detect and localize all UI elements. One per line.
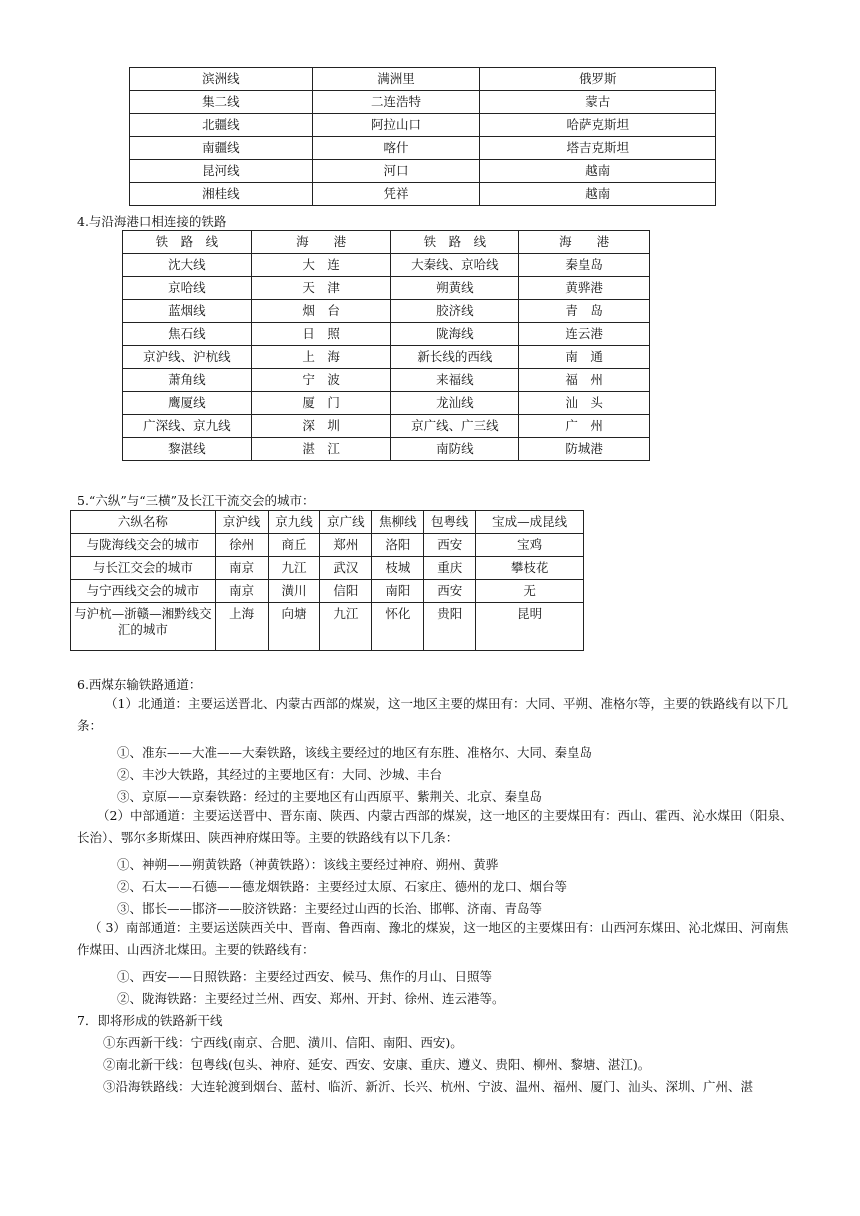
table-row [71,557,584,580]
north-channel-item: ①、准东——大准——大秦铁路，该线主要经过的地区有东胜、准格尔、大同、秦皇岛 [117,745,593,760]
table-cell: 潢川 [268,580,320,603]
table-cell: 蓝烟线 [123,300,252,323]
table-header-cell: 焦柳线 [372,511,424,534]
new-trunk-line-item: ②南北新干线：包粤线(包头、神府、延安、西安、安康、重庆、遵义、贵阳、柳州、黎塘、湛江)。 [103,1057,651,1072]
table-cell: 京哈线 [123,277,252,300]
table-row [130,160,716,183]
table-cell: 河口 [312,160,480,183]
table-cell: 鹰厦线 [123,392,252,415]
table-cell: 福 州 [519,369,650,392]
table-cell: 郑州 [320,534,372,557]
table-cell: 塔吉克斯坦 [480,137,716,160]
table-cell: 与宁西线交会的城市 [71,580,216,603]
table-cell: 烟 台 [251,300,391,323]
table-cell: 宁 波 [251,369,391,392]
table-cell: 湛 江 [251,438,391,461]
table-cell: 哈萨克斯坦 [480,114,716,137]
table-cell: 九江 [320,603,372,651]
table-cell: 萧角线 [123,369,252,392]
north-channel-item: ③、京原——京秦铁路：经过的主要地区有山西原平、紫荆关、北京、秦皇岛 [117,789,543,804]
table-row [123,323,650,346]
table-cell: 胶济线 [391,300,519,323]
table-cell: 北疆线 [130,114,313,137]
table-cell: 上海 [215,603,268,651]
table-cell: 陇海线 [391,323,519,346]
table-cell: 湘桂线 [130,183,313,206]
table-row [130,183,716,206]
table-cell: 九江 [268,557,320,580]
table-cell: 京沪线、沪杭线 [123,346,252,369]
table-cell: 昆河线 [130,160,313,183]
table-cell: 枝城 [372,557,424,580]
table-header-cell: 铁 路 线 [123,231,252,254]
table-cell: 沈大线 [123,254,252,277]
table-header-row [71,511,584,534]
table-row [123,369,650,392]
table-row [130,137,716,160]
table-cell: 防城港 [519,438,650,461]
table-header-cell: 铁 路 线 [391,231,519,254]
section5-title: 5.“六纵”与“三横”及长江干流交会的城市： [77,493,315,508]
table-cell: 龙汕线 [391,392,519,415]
middle-channel-intro: （2）中部通道：主要运送晋中、晋东南、陕西、内蒙古西部的煤炭，这一地区的主要煤田有：西山、霍西、沁水煤田（阳泉、长治）、鄂尔多斯煤田、陕西神府煤田等。主要的铁路线有以下几条： [77,808,793,845]
table-cell: 大 连 [251,254,391,277]
table-cell: 厦 门 [251,392,391,415]
section6-title: 6.西煤东输铁路通道： [77,677,202,692]
table-cell: 天 津 [251,277,391,300]
table-row [123,415,650,438]
table-cell: 青 岛 [519,300,650,323]
table-cell: 信阳 [320,580,372,603]
table-cell: 南京 [215,580,268,603]
middle-channel-item: ③、邯长——邯济——胶济铁路：主要经过山西的长治、邯郸、济南、青岛等 [117,901,543,916]
table-cell: 广深线、京九线 [123,415,252,438]
table-cell: 二连浩特 [312,91,480,114]
table-cell: 喀什 [312,137,480,160]
table-header-row [123,231,650,254]
table-cell: 俄罗斯 [480,68,716,91]
table-row [130,114,716,137]
table-cell: 无 [476,580,584,603]
table-cell: 蒙古 [480,91,716,114]
south-channel-item: ②、陇海铁路：主要经过兰州、西安、郑州、开封、徐州、连云港等。 [117,991,505,1006]
table-cell: 滨洲线 [130,68,313,91]
table-row [123,438,650,461]
table-cell: 满洲里 [312,68,480,91]
table-cell: 重庆 [424,557,476,580]
table-cell: 京广线、广三线 [391,415,519,438]
table-cell: 日 照 [251,323,391,346]
table-header-cell: 京九线 [268,511,320,534]
table-cell: 朔黄线 [391,277,519,300]
table-cell: 与沪杭—浙赣—湘黔线交汇的城市 [71,603,216,651]
table-row [123,300,650,323]
table-cell: 攀枝花 [476,557,584,580]
table-header-cell: 六纵名称 [71,511,216,534]
table-cell: 与长江交会的城市 [71,557,216,580]
table-cell: 新长线的西线 [391,346,519,369]
table-cell: 凭祥 [312,183,480,206]
table-cell: 宝鸡 [476,534,584,557]
coastal-port-railway-table [122,230,650,461]
middle-channel-item: ①、神朔——朔黄铁路（神黄铁路）：该线主要经过神府、朔州、黄骅 [117,857,499,872]
south-channel-item: ①、西安——日照铁路：主要经过西安、候马、焦作的月山、日照等 [117,969,493,984]
table-cell: 越南 [480,160,716,183]
table-cell: 南京 [215,557,268,580]
table-row [71,534,584,557]
intersection-cities-table [70,510,584,651]
south-channel-intro: （ 3）南部通道：主要运送陕西关中、晋南、鲁西南、豫北的煤炭，这一地区的主要煤田有：山西河东煤田、沁北煤田、河南焦作煤田、山西济北煤田。主要的铁路线有： [77,920,789,957]
table-header-cell: 京广线 [320,511,372,534]
table-cell: 集二线 [130,91,313,114]
table-row [123,254,650,277]
table-cell: 焦石线 [123,323,252,346]
table-cell: 昆明 [476,603,584,651]
north-channel-item: ②、丰沙大铁路，其经过的主要地区有：大同、沙城、丰台 [117,767,443,782]
table-cell: 黎湛线 [123,438,252,461]
table-cell: 商丘 [268,534,320,557]
table-header-cell: 京沪线 [215,511,268,534]
border-railway-table [129,67,716,206]
table-cell: 贵阳 [424,603,476,651]
table-row [71,580,584,603]
table-cell: 南疆线 [130,137,313,160]
table-header-cell: 宝成—成昆线 [476,511,584,534]
table-cell: 向塘 [268,603,320,651]
table-cell: 秦皇岛 [519,254,650,277]
north-channel-intro: （1）北通道：主要运送晋北、内蒙古西部的煤炭，这一地区主要的煤田有：大同、平朔、准格尔等，主要的铁路线有以下几条： [77,696,788,733]
table-cell: 上 海 [251,346,391,369]
table-cell: 与陇海线交会的城市 [71,534,216,557]
section4-title: 4.与沿海港口相连接的铁路 [77,214,227,229]
table-cell: 洛阳 [372,534,424,557]
table-cell: 南 通 [519,346,650,369]
table-cell: 大秦线、京哈线 [391,254,519,277]
table-cell: 汕 头 [519,392,650,415]
table-cell: 越南 [480,183,716,206]
table-cell: 西安 [424,580,476,603]
table-cell: 徐州 [215,534,268,557]
table-row [130,68,716,91]
table-header-cell: 海 港 [519,231,650,254]
table-header-cell: 包粤线 [424,511,476,534]
table-cell: 广 州 [519,415,650,438]
table-cell: 来福线 [391,369,519,392]
table-cell: 黄骅港 [519,277,650,300]
table-row [123,277,650,300]
table-row [130,91,716,114]
middle-channel-item: ②、石太——石德——德龙烟铁路：主要经过太原、石家庄、德州的龙口、烟台等 [117,879,568,894]
table-cell: 阿拉山口 [312,114,480,137]
table-header-cell: 海 港 [251,231,391,254]
table-cell: 武汉 [320,557,372,580]
table-cell: 南阳 [372,580,424,603]
table-row [123,392,650,415]
table-cell: 南防线 [391,438,519,461]
table-cell: 西安 [424,534,476,557]
table-cell: 怀化 [372,603,424,651]
table-row [71,603,584,651]
section7-title: 7．即将形成的铁路新干线 [77,1013,223,1028]
new-trunk-line-item: ③沿海铁路线：大连轮渡到烟台、蓝村、临沂、新沂、长兴、杭州、宁波、温州、福州、厦门、汕头、深圳、广州、湛 [103,1079,754,1094]
table-row [123,346,650,369]
table-cell: 连云港 [519,323,650,346]
table-cell: 深 圳 [251,415,391,438]
new-trunk-line-item: ①东西新干线：宁西线(南京、合肥、潢川、信阳、南阳、西安)。 [103,1035,463,1050]
